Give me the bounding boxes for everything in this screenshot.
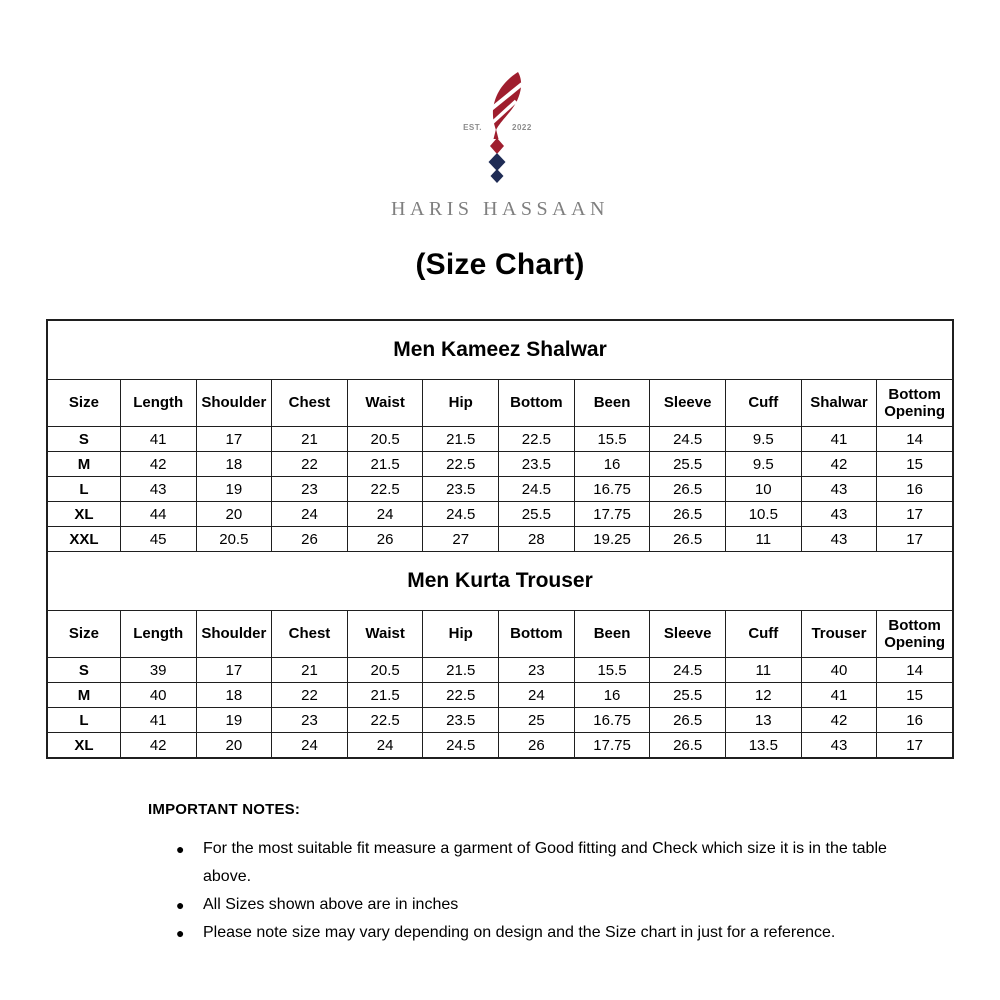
note-item [148,835,1000,891]
table-cell: 45 [120,527,196,552]
table-cell: 16.75 [574,477,650,502]
table-cell: 42 [120,733,196,759]
size-cell: S [47,427,120,452]
column-header: Sleeve [650,611,726,658]
table-row [47,502,953,527]
column-header: Hip [423,380,499,427]
table-cell: 18 [196,452,272,477]
table-cell: 26 [272,527,348,552]
table-cell: 24.5 [499,477,575,502]
column-header: Chest [272,380,348,427]
table-cell: 26.5 [650,477,726,502]
table-cell: 17 [877,527,953,552]
table-cell: 24 [272,502,348,527]
size-cell: XL [47,502,120,527]
column-header: Trouser [801,611,877,658]
table-cell: 20.5 [347,427,423,452]
table-cell: 16 [574,683,650,708]
bullet-icon: ● [176,841,185,857]
column-header: Cuff [726,380,802,427]
table-cell: 21.5 [423,427,499,452]
table-cell: 42 [120,452,196,477]
table-cell: 22.5 [347,477,423,502]
table-cell: 24.5 [423,733,499,759]
table-cell: 13 [726,708,802,733]
table-cell: 15.5 [574,427,650,452]
table-cell: 17.75 [574,502,650,527]
table-cell: 41 [801,683,877,708]
table-cell: 22.5 [499,427,575,452]
table-section-title: Men Kameez Shalwar [47,320,953,380]
table-cell: 25 [499,708,575,733]
column-header: Bottom Opening [877,380,953,427]
table-cell: 16.75 [574,708,650,733]
table-row [47,452,953,477]
size-cell: M [47,452,120,477]
table-cell: 19.25 [574,527,650,552]
bullet-icon: ● [176,925,185,941]
bullet-icon: ● [176,897,185,913]
size-cell: L [47,708,120,733]
table-cell: 21 [272,658,348,683]
table-cell: 18 [196,683,272,708]
column-header: Length [120,611,196,658]
brand-logo [0,0,1000,221]
size-cell: XXL [47,527,120,552]
table-row [47,477,953,502]
table-cell: 24.5 [650,427,726,452]
size-cell: M [47,683,120,708]
table-cell: 14 [877,427,953,452]
table-cell: 11 [726,527,802,552]
column-header: Been [574,611,650,658]
table-cell: 16 [877,477,953,502]
table-cell: 21 [272,427,348,452]
table-cell: 25.5 [650,683,726,708]
table-cell: 19 [196,477,272,502]
table-cell: 23 [499,658,575,683]
table-row [47,427,953,452]
table-cell: 9.5 [726,427,802,452]
table-cell: 9.5 [726,452,802,477]
table-cell: 42 [801,452,877,477]
table-cell: 10 [726,477,802,502]
column-header: Hip [423,611,499,658]
table-cell: 22 [272,683,348,708]
table-cell: 24 [272,733,348,759]
table-cell: 26.5 [650,502,726,527]
column-header: Length [120,380,196,427]
brand-name: HARIS HASSAAN [391,198,609,220]
table-cell: 16 [574,452,650,477]
column-header: Size [47,611,120,658]
table-cell: 15 [877,452,953,477]
table-cell: 24 [499,683,575,708]
table-cell: 26 [347,527,423,552]
page-title: (Size Chart) [415,248,585,281]
note-item [148,919,1000,947]
table-cell: 25.5 [650,452,726,477]
column-header: Cuff [726,611,802,658]
note-text: All Sizes shown above are in inches [203,896,459,913]
column-header: Waist [347,380,423,427]
table-cell: 23.5 [499,452,575,477]
table-cell: 41 [120,708,196,733]
column-header: Shoulder [196,611,272,658]
table-cell: 16 [877,708,953,733]
table-cell: 10.5 [726,502,802,527]
table-cell: 26.5 [650,527,726,552]
table-cell: 26.5 [650,708,726,733]
table-cell: 22 [272,452,348,477]
notes-list [148,835,1000,947]
table-cell: 22.5 [423,683,499,708]
table-cell: 17 [877,733,953,759]
note-text: For the most suitable fit measure a garment of Good fitting and Check which size it is in the table above. [203,840,887,885]
table-row [47,527,953,552]
table-cell: 15.5 [574,658,650,683]
logo-year-label: 2022 [512,123,532,132]
table-cell: 40 [801,658,877,683]
table-cell: 39 [120,658,196,683]
column-header: Shalwar [801,380,877,427]
table-cell: 20 [196,733,272,759]
column-header: Size [47,380,120,427]
size-cell: L [47,477,120,502]
size-cell: S [47,658,120,683]
column-header: Been [574,380,650,427]
table-cell: 24 [347,502,423,527]
column-header: Bottom [499,611,575,658]
column-header: Bottom [499,380,575,427]
table-cell: 20.5 [347,658,423,683]
table-cell: 42 [801,708,877,733]
table-cell: 14 [877,658,953,683]
table-cell: 23.5 [423,477,499,502]
table-cell: 24.5 [650,658,726,683]
table-cell: 15 [877,683,953,708]
table-cell: 43 [120,477,196,502]
size-cell: XL [47,733,120,759]
table-header-row [47,611,953,658]
table-cell: 21.5 [347,452,423,477]
table-row [47,708,953,733]
table-cell: 43 [801,527,877,552]
table-row [47,733,953,759]
table-cell: 43 [801,477,877,502]
size-chart-table [46,319,954,759]
table-cell: 21.5 [423,658,499,683]
table-section-title: Men Kurta Trouser [47,552,953,611]
table-cell: 28 [499,527,575,552]
table-cell: 43 [801,502,877,527]
table-cell: 17 [877,502,953,527]
table-header-row [47,380,953,427]
note-item [148,891,1000,919]
table-cell: 20.5 [196,527,272,552]
table-cell: 41 [801,427,877,452]
column-header: Bottom Opening [877,611,953,658]
table-cell: 44 [120,502,196,527]
table-cell: 27 [423,527,499,552]
table-cell: 17 [196,658,272,683]
table-cell: 13.5 [726,733,802,759]
table-cell: 25.5 [499,502,575,527]
table-cell: 40 [120,683,196,708]
table-cell: 17 [196,427,272,452]
table-cell: 43 [801,733,877,759]
important-notes [148,801,1000,947]
table-cell: 17.75 [574,733,650,759]
table-cell: 26.5 [650,733,726,759]
table-cell: 21.5 [347,683,423,708]
note-text: Please note size may vary depending on design and the Size chart in just for a reference. [203,924,836,941]
notes-heading: IMPORTANT NOTES: [148,801,301,818]
table-cell: 22.5 [423,452,499,477]
table-cell: 26 [499,733,575,759]
table-cell: 24.5 [423,502,499,527]
table-cell: 20 [196,502,272,527]
logo-est-label: EST. [463,123,482,132]
table-cell: 24 [347,733,423,759]
brand-feather-icon [420,70,580,186]
table-cell: 12 [726,683,802,708]
column-header: Chest [272,611,348,658]
table-cell: 23.5 [423,708,499,733]
table-cell: 19 [196,708,272,733]
table-cell: 23 [272,708,348,733]
table-cell: 22.5 [347,708,423,733]
table-cell: 41 [120,427,196,452]
column-header: Shoulder [196,380,272,427]
table-row [47,683,953,708]
column-header: Waist [347,611,423,658]
table-cell: 11 [726,658,802,683]
table-cell: 23 [272,477,348,502]
column-header: Sleeve [650,380,726,427]
table-row [47,658,953,683]
